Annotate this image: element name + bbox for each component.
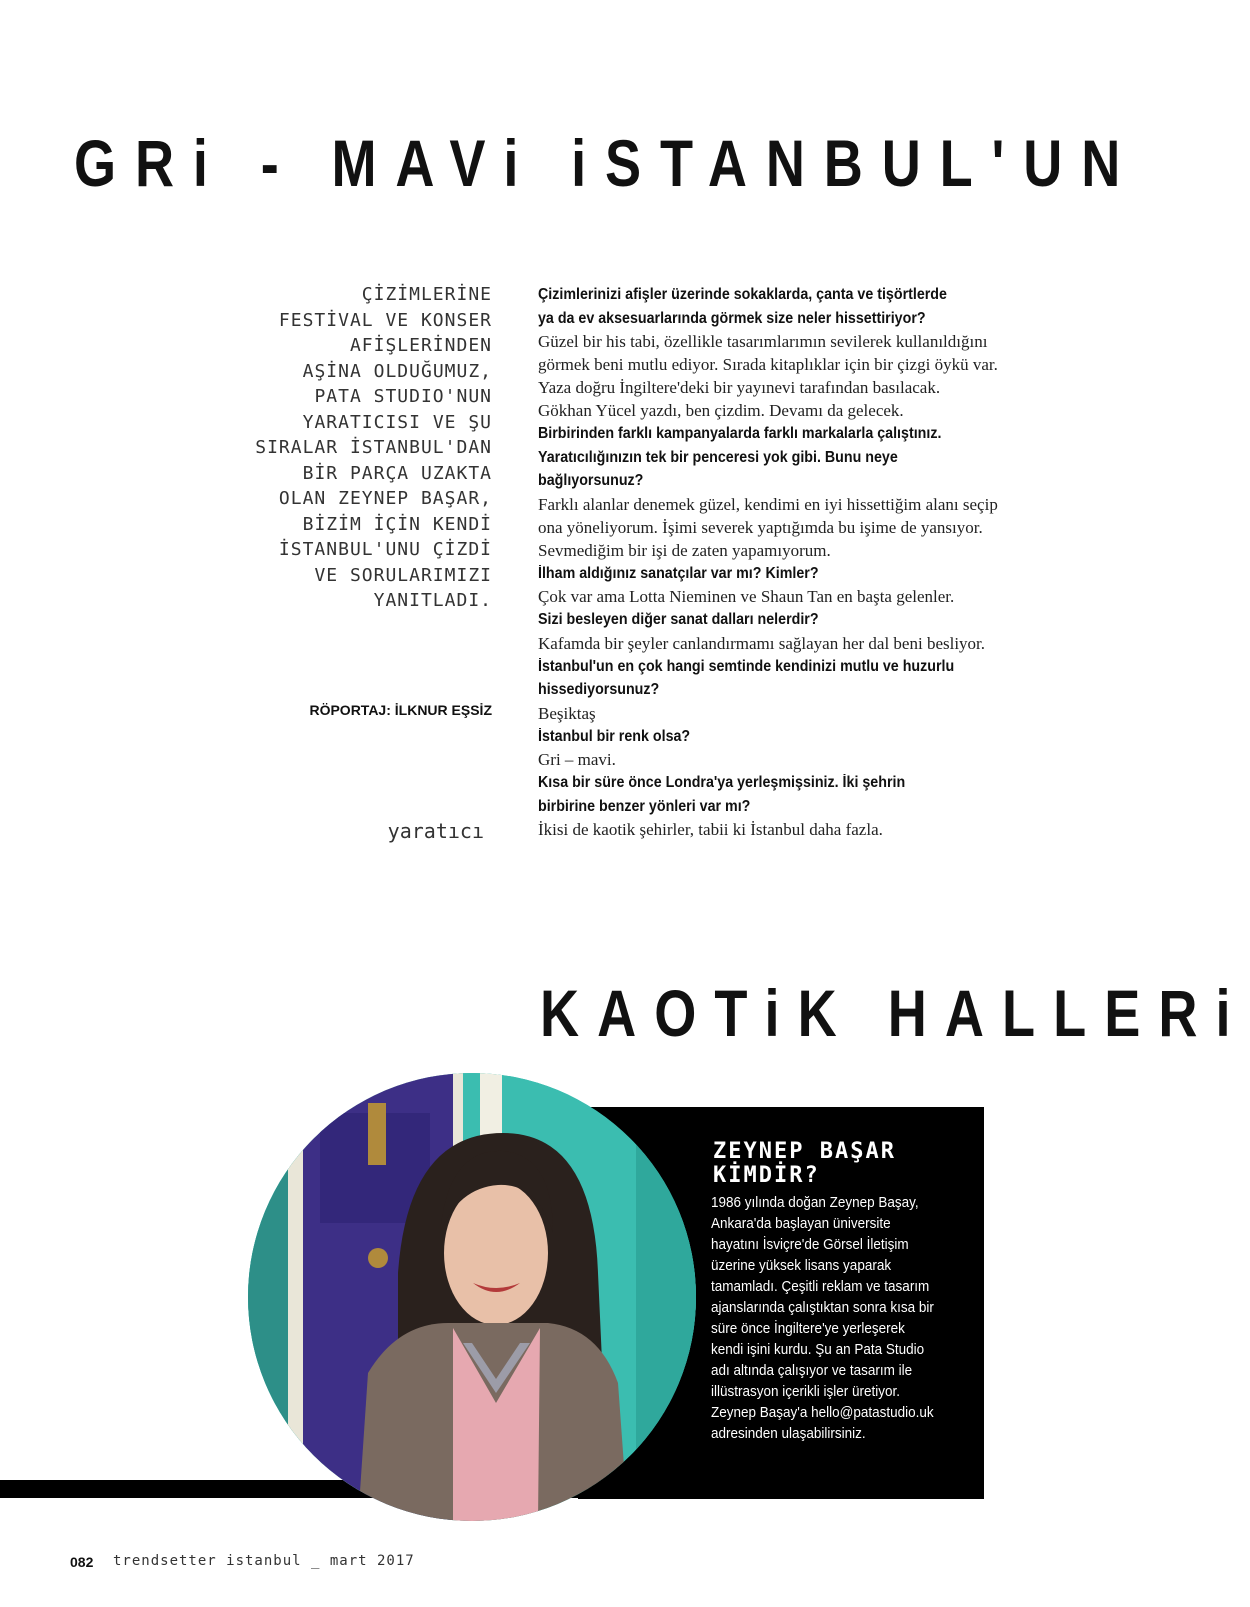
portrait-photo xyxy=(248,1073,696,1521)
page-number: 082 xyxy=(70,1554,94,1570)
qa-item xyxy=(538,608,998,655)
qa-item xyxy=(538,422,998,562)
qa-item xyxy=(538,283,998,422)
qa-item xyxy=(538,725,998,772)
answer: Gri – mavi. xyxy=(538,750,616,769)
headline-top: GRi - MAVi iSTANBUL'UN xyxy=(74,126,1140,200)
portrait-illustration xyxy=(248,1073,696,1521)
qa-item xyxy=(538,771,998,841)
question: İstanbul'un en çok hangi semtinde kendinizi mutlu ve huzurlu hissediyorsunuz? xyxy=(538,657,955,698)
magazine-name: trendsetter istanbul _ mart 2017 xyxy=(113,1553,415,1569)
answer: Farklı alanlar denemek güzel, kendimi en iyi hissettiğim alanı seçip ona yöneliyorum. İşimi severek yaptığımda bu işime de yansıyor. Sevmediğim bir işi de zaten yapamıyorum. xyxy=(538,494,998,560)
answer: Güzel bir his tabi, özellikle tasarımlarımın sevilerek kullanıldığını görmek beni mutlu ediyor. Sırada kitaplıklar için bir çizgi öykü var. Yaza doğru İngiltere'deki bir yayınevi tarafından basılacak. Gökhan Yücel yazdı, ben çizdim. Devamı da gelecek. xyxy=(538,332,998,420)
answer: İkisi de kaotik şehirler, tabii ki İstanbul daha fazla. xyxy=(538,820,883,839)
qa-item xyxy=(538,562,998,609)
answer: Çok var ama Lotta Nieminen ve Shaun Tan en başta gelenler. xyxy=(538,587,955,606)
bio-title: ZEYNEP BAŞAR KİMDİR? xyxy=(713,1139,896,1188)
category-label: yaratıcı xyxy=(387,819,484,843)
question: Birbirinden farklı kampanyalarda farklı markalarla çalıştınız. Yaratıcılığınızın tek bir penceresi yok gibi. Bunu neye bağlıyorsunuz? xyxy=(538,425,942,489)
intro-text: ÇİZİMLERİNE FESTİVAL VE KONSER AFİŞLERİNDEN AŞİNA OLDUĞUMUZ, PATA STUDIO'NUN YARATICISI VE ŞU SIRALAR İSTANBUL'DAN BİR PARÇA UZAKTA OLAN ZEYNEP BAŞAR, BİZİM İÇİN KENDİ İSTANBUL'UNU ÇİZDİ VE SORULARIMIZI YANITLADI. xyxy=(255,284,492,611)
interview xyxy=(538,283,998,841)
qa-item xyxy=(538,655,998,725)
question: Sizi besleyen diğer sanat dalları nelerdir? xyxy=(538,611,819,628)
question: Kısa bir süre önce Londra'ya yerleşmişsiniz. İki şehrin birbirine benzer yönleri var mı? xyxy=(538,774,906,815)
headline-bottom: KAOTiK HALLERi xyxy=(540,976,1249,1050)
answer: Beşiktaş xyxy=(538,703,596,723)
byline: RÖPORTAJ: İLKNUR EŞSİZ xyxy=(309,702,492,718)
bio-text: 1986 yılında doğan Zeynep Başay, Ankara'da başlayan üniversite hayatını İsviçre'de Görsel İletişim üzerine yüksek lisans yaparak tamamladı. Çeşitli reklam ve tasarım ajanslarında çalıştıktan sonra kısa bir süre önce İngiltere'ye yerleşerek kendi işini kurdu. Şu an Pata Studio adı altında çalışıyor ve tasarım ile illüstrasyon içerikli işler üretiyor. Zeynep Başay'a hello@patastudio.uk adresinden ulaşabilirsiniz. xyxy=(711,1194,934,1442)
question: İlham aldığınız sanatçılar var mı? Kimler? xyxy=(538,564,819,582)
question: Çizimlerinizi afişler üzerinde sokaklarda, çanta ve tişörtlerde ya da ev aksesuarlarında görmek size neler hissettiriyor? xyxy=(538,286,947,327)
question: İstanbul bir renk olsa? xyxy=(538,727,691,745)
answer: Kafamda bir şeyler canlandırmamı sağlayan her dal beni besliyor. xyxy=(538,633,986,653)
